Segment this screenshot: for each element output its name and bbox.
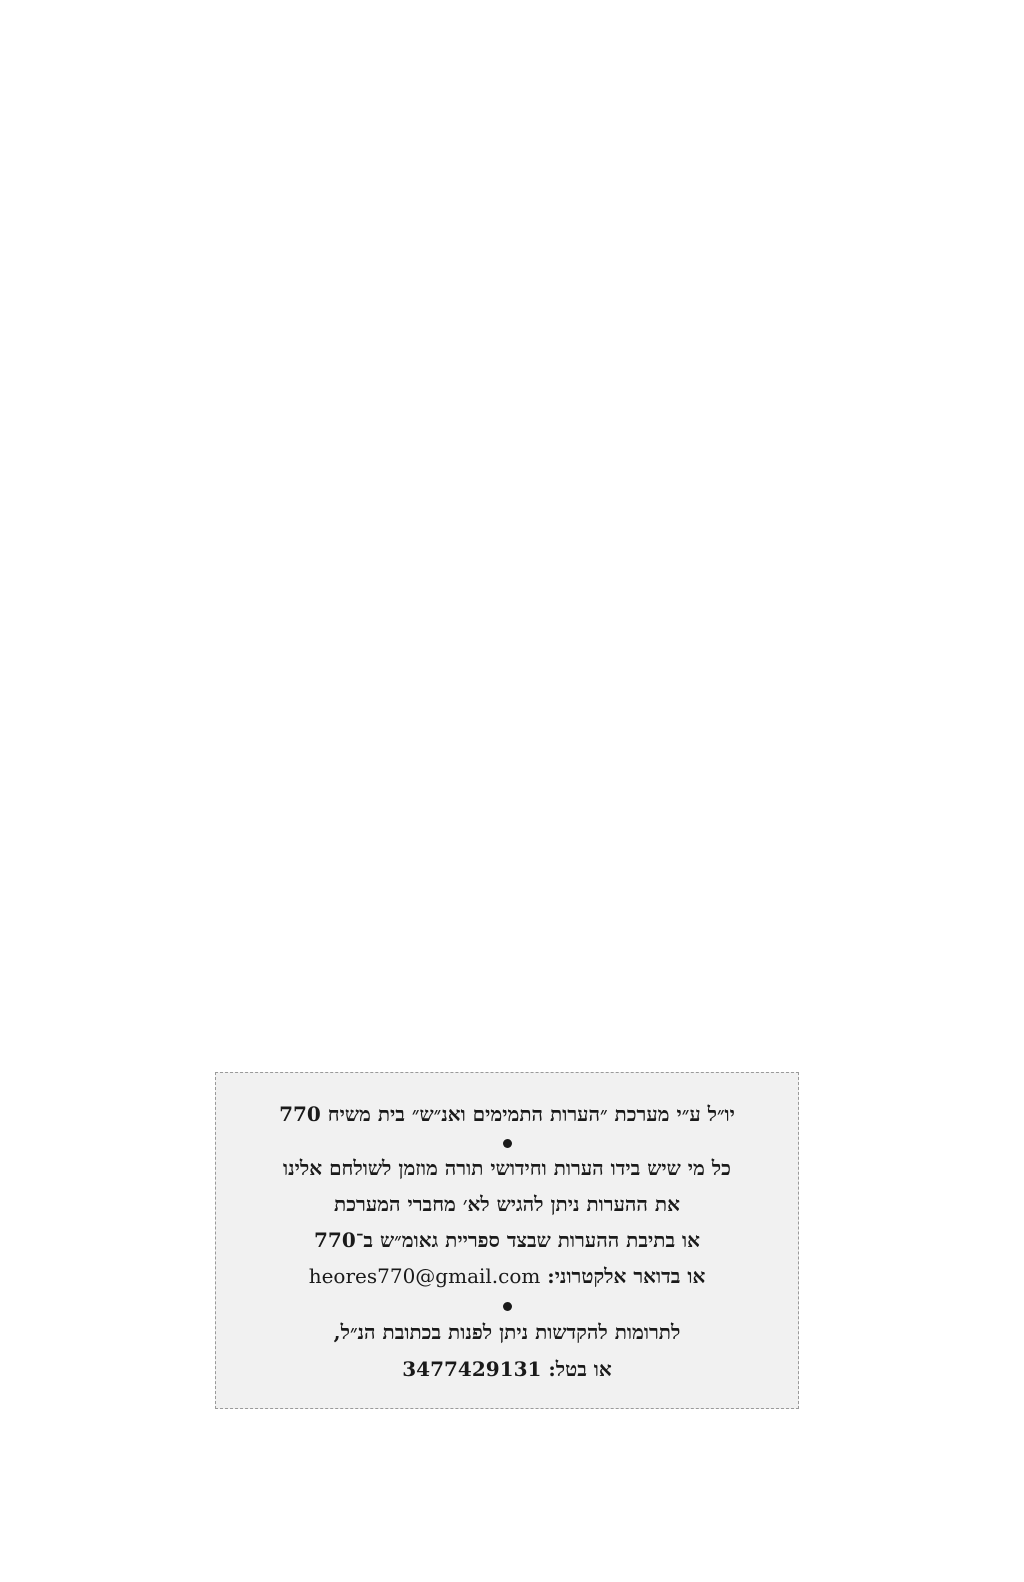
phone-line: או בטל: 3477429131	[402, 1357, 612, 1381]
publisher-line: יו״ל ע״י מערכת ״הערות התמימים ואנ״ש״ בית משיח 770	[279, 1102, 735, 1126]
email-line	[216, 1263, 798, 1289]
bullet-separator-1	[503, 1139, 512, 1148]
invite-line: כל מי שיש בידו הערות וחידושי תורה מוזמן לשולחם אלינו	[283, 1156, 731, 1180]
box-line: או בתיבת ההערות שבצד ספריית גאומ״ש ב־770	[314, 1228, 700, 1252]
donation-line: לתרומות להקדשות ניתן לפנות בכתובת הנ״ל,	[333, 1320, 681, 1344]
email-address-link[interactable]: heores770@gmail.com	[308, 1264, 541, 1288]
email-prefix: או בדואר אלקטרוני:	[540, 1264, 706, 1288]
contact-notice-box	[215, 1072, 799, 1409]
submit-line: את ההערות ניתן להגיש לא׳ מחברי המערכת	[334, 1192, 680, 1216]
bullet-separator-2	[503, 1302, 512, 1311]
